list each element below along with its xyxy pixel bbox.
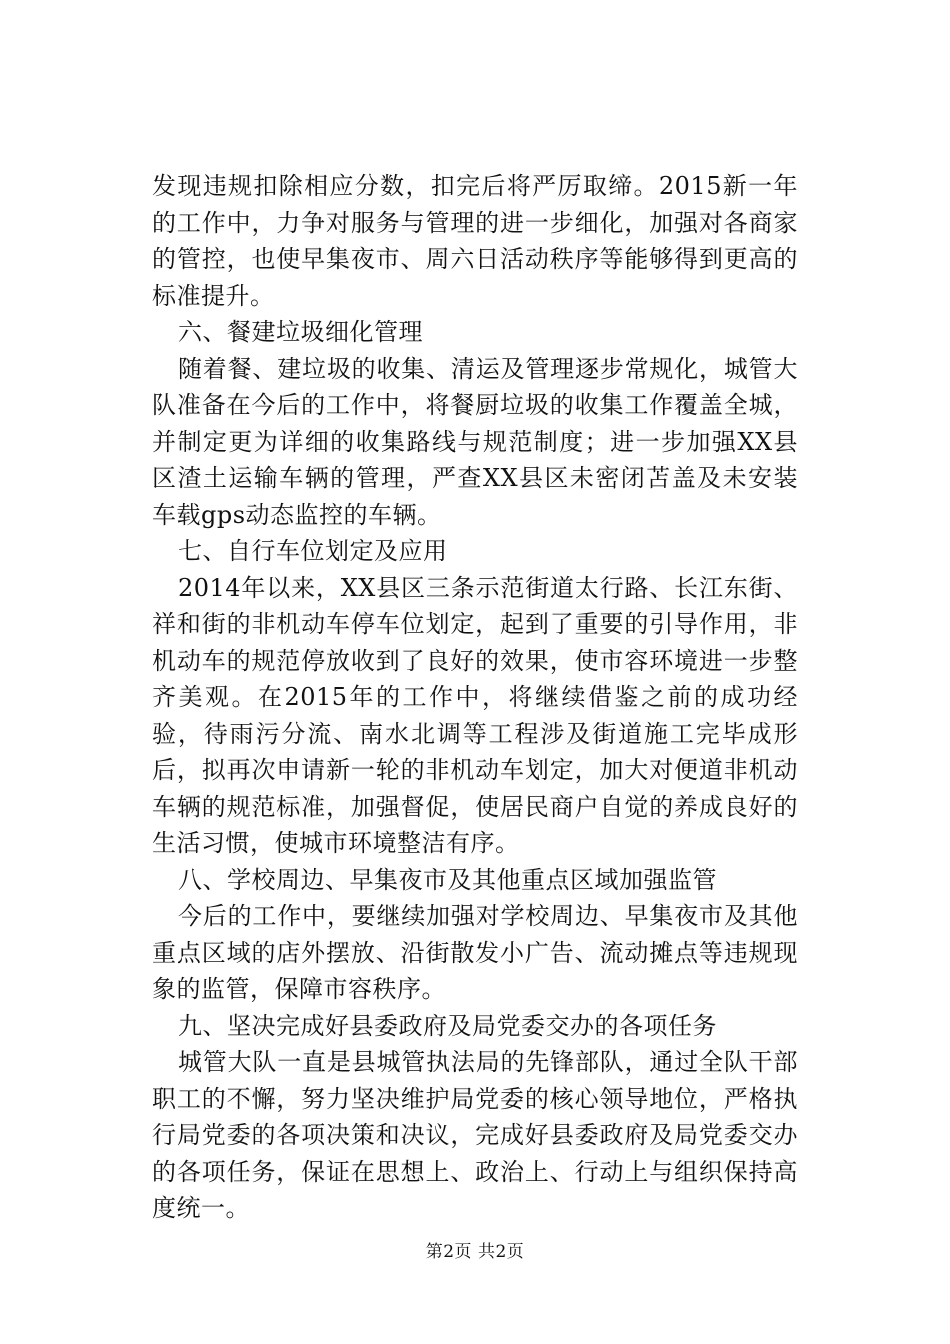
- paragraph-continued: 发现违规扣除相应分数，扣完后将严厉取缔。2015新一年的工作中，力争对服务与管理的进一步细化，加强对各商家的管控，也使早集夜市、周六日活动秩序等能够得到更高的标准提升。: [152, 172, 798, 310]
- paragraph-key-area-supervision: 今后的工作中，要继续加强对学校周边、早集夜市及其他重点区域的店外摆放、沿街散发小广告、流动摊点等违规现象的监管，保障市容秩序。: [152, 902, 798, 1003]
- section-heading-6: 六、餐建垃圾细化管理: [178, 318, 423, 346]
- paragraph-bicycle-parking: 2014年以来，XX县区三条示范街道太行路、长江东街、祥和街的非机动车停车位划定，起到了重要的引导作用，非机动车的规范停放收到了良好的效果，使市容环境进一步整齐美观。在2015年的工作中，将继续借鉴之前的成功经验，待雨污分流、南水北调等工程涉及街道施工完毕成形后，拟再次申请新一轮的非机动车划定，加大对便道非机动车辆的规范标准，加强督促，使居民商户自觉的养成良好的生活习惯，使城市环境整洁有序。: [152, 573, 798, 857]
- page-number-footer: 第2页 共2页: [425, 1242, 525, 1262]
- paragraph-waste-management: 随着餐、建垃圾的收集、清运及管理逐步常规化，城管大队准备在今后的工作中，将餐厨垃圾的收集工作覆盖全城，并制定更为详细的收集路线与规范制度；进一步加强XX县区渣土运输车辆的管理，严查XX县区未密闭苫盖及未安装车载gps动态监控的车辆。: [152, 354, 798, 529]
- paragraph-task-completion: 城管大队一直是县城管执法局的先锋部队，通过全队干部职工的不懈，努力坚决维护局党委的核心领导地位，严格执行局党委的各项决策和决议，完成好县委政府及局党委交办的各项任务，保证在思想上、政治上、行动上与组织保持高度统一。: [152, 1048, 798, 1222]
- section-heading-7: 七、自行车位划定及应用: [178, 537, 448, 565]
- section-heading-8: 八、学校周边、早集夜市及其他重点区域加强监管: [178, 865, 717, 894]
- document-body: [152, 168, 798, 1227]
- section-heading-9: 九、坚决完成好县委政府及局党委交办的各项任务: [178, 1011, 717, 1040]
